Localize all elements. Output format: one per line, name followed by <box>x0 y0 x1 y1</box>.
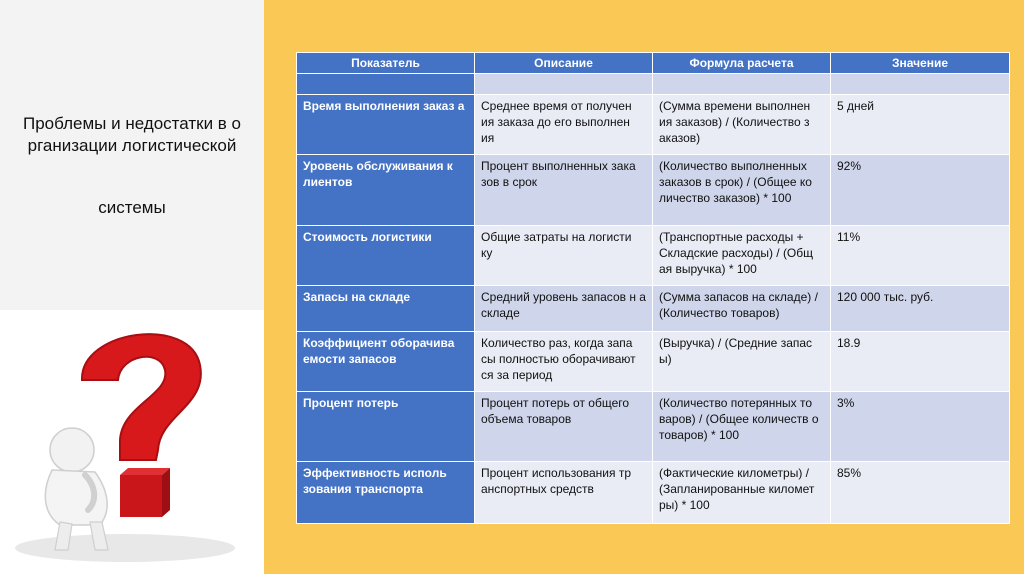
formula-cell: (Сумма запасов на складе) / (Количество товаров) <box>653 286 831 332</box>
formula-cell: (Транспортные расходы + Складские расходы) / (Общ ая выручка) * 100 <box>653 226 831 286</box>
value-cell: 18.9 <box>831 332 1010 392</box>
indicator-cell: Процент потерь <box>297 392 475 462</box>
description-cell: Среднее время от получен ия заказа до его выполнен ия <box>475 95 653 155</box>
value-cell: 92% <box>831 155 1010 226</box>
table-spacer-row <box>297 74 1010 95</box>
indicator-cell: Запасы на складе <box>297 286 475 332</box>
description-cell: Количество раз, когда запа сы полностью оборачивают ся за период <box>475 332 653 392</box>
question-mark-illustration <box>0 310 264 574</box>
left-panel <box>0 0 264 574</box>
description-cell: Общие затраты на логисти ку <box>475 226 653 286</box>
slide-title-line3: системы <box>98 198 166 217</box>
spacer-cell <box>475 74 653 95</box>
formula-cell: (Выручка) / (Средние запас ы) <box>653 332 831 392</box>
formula-cell: (Количество выполненных заказов в срок) / (Общее ко личество заказов) * 100 <box>653 155 831 226</box>
value-cell: 11% <box>831 226 1010 286</box>
table-row <box>297 95 1010 155</box>
value-cell: 85% <box>831 462 1010 524</box>
value-cell: 120 000 тыс. руб. <box>831 286 1010 332</box>
title-area <box>0 0 264 310</box>
table-row <box>297 155 1010 226</box>
indicator-cell: Уровень обслуживания к лиентов <box>297 155 475 226</box>
indicator-cell: Эффективность исполь зования транспорта <box>297 462 475 524</box>
value-cell: 5 дней <box>831 95 1010 155</box>
description-cell: Процент выполненных зака зов в срок <box>475 155 653 226</box>
slide-title-line2: рганизации логистической <box>27 136 237 155</box>
value-cell: 3% <box>831 392 1010 462</box>
header-indicator: Показатель <box>297 53 475 74</box>
table-row <box>297 392 1010 462</box>
table-row <box>297 462 1010 524</box>
spacer-cell <box>297 74 475 95</box>
description-cell: Процент потерь от общего объема товаров <box>475 392 653 462</box>
spacer-cell <box>653 74 831 95</box>
description-cell: Средний уровень запасов н а складе <box>475 286 653 332</box>
indicator-cell: Время выполнения заказ а <box>297 95 475 155</box>
table-header-row <box>297 53 1010 74</box>
slide-title-line1: Проблемы и недостатки в о <box>23 114 241 133</box>
logistics-indicators-table <box>296 52 1010 524</box>
table-row <box>297 286 1010 332</box>
formula-cell: (Фактические километры) / (Запланированные километ ры) * 100 <box>653 462 831 524</box>
header-value: Значение <box>831 53 1010 74</box>
header-description: Описание <box>475 53 653 74</box>
table-row <box>297 226 1010 286</box>
formula-cell: (Количество потерянных то варов) / (Общее количеств о товаров) * 100 <box>653 392 831 462</box>
formula-cell: (Сумма времени выполнен ия заказов) / (Количество з аказов) <box>653 95 831 155</box>
table-row <box>297 332 1010 392</box>
indicator-cell: Коэффициент оборачива емости запасов <box>297 332 475 392</box>
header-formula: Формула расчета <box>653 53 831 74</box>
description-cell: Процент использования тр анспортных средств <box>475 462 653 524</box>
indicator-cell: Стоимость логистики <box>297 226 475 286</box>
spacer-cell <box>831 74 1010 95</box>
question-mark-icon <box>0 310 264 574</box>
